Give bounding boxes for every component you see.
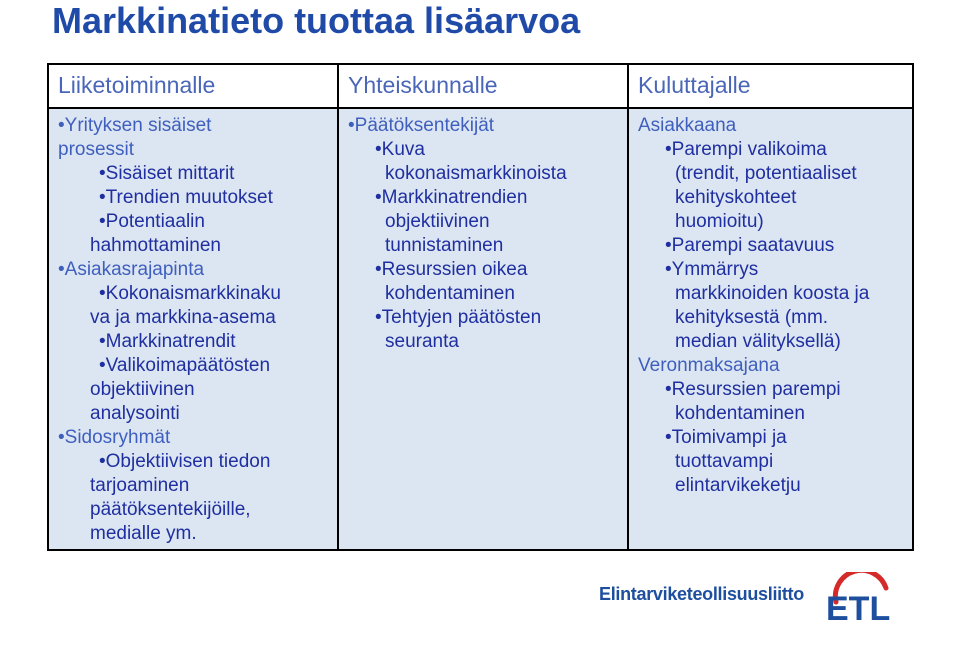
column-body-society (339, 109, 627, 549)
bullet-level2: •Kuva (375, 139, 425, 160)
bullet-level2: •Tehtyjen päätösten (375, 307, 542, 328)
column-body-consumer (629, 109, 912, 549)
bullet-level2: tarjoaminen (90, 475, 190, 496)
bullet-level2: •Objektiivisen tiedon (99, 451, 271, 472)
bullet-level2: •Parempi valikoima (665, 139, 827, 160)
bullet-level2: kohdentaminen (675, 403, 805, 424)
bullet-level2: analysointi (90, 403, 180, 424)
column-body-business (49, 109, 337, 549)
bullet-level2: •Valikoimapäätösten (99, 355, 271, 376)
header-divider (49, 107, 912, 109)
bullet-level2: hahmottaminen (90, 235, 221, 256)
bullet-level2: objektiivinen (90, 379, 195, 400)
column-header-society: Yhteiskunnalle (339, 65, 627, 107)
column-header-business: Liiketoiminnalle (49, 65, 337, 107)
bullet-level2: (trendit, potentiaaliset (675, 163, 857, 184)
bullet-level2: •Kokonaismarkkinaku (99, 283, 281, 304)
bullet-level1: •Yrityksen sisäiset (58, 115, 212, 136)
bullet-level2: •Ymmärrys (665, 259, 759, 280)
bullet-level2: •Markkinatrendit (99, 331, 236, 352)
bullet-level2: objektiivinen (385, 211, 490, 232)
bullet-level2: päätöksentekijöille, (90, 499, 251, 520)
bullet-level2: •Potentiaalin (99, 211, 205, 232)
bullet-level2: •Sisäiset mittarit (99, 163, 235, 184)
bullet-level1: •Asiakasrajapinta (58, 259, 205, 280)
column-divider-1 (337, 65, 339, 549)
bullet-level2: medialle ym. (90, 523, 197, 544)
bullet-level2: markkinoiden koosta ja (675, 283, 870, 304)
bullet-level2: tuottavampi (675, 451, 774, 472)
bullet-level2: huomioitu) (675, 211, 764, 232)
bullet-level2: seuranta (385, 331, 459, 352)
column-header-consumer: Kuluttajalle (629, 65, 912, 107)
etl-logo-text: ETL (826, 590, 891, 628)
bullet-level2: kohdentaminen (385, 283, 515, 304)
bullet-level1: •Päätöksentekijät (348, 115, 495, 136)
comparison-table (47, 63, 914, 551)
bullet-level2: kehityksestä (mm. (675, 307, 829, 328)
organization-name: Elintarviketeollisuusliitto (599, 584, 804, 604)
bullet-level2: va ja markkina-asema (90, 307, 276, 328)
bullet-level1: Asiakkaana (638, 115, 737, 136)
bullet-level2: kehityskohteet (675, 187, 797, 208)
bullet-level1: •Sidosryhmät (58, 427, 171, 448)
bullet-level2: •Resurssien oikea (375, 259, 528, 280)
bullet-level2: elintarvikeketju (675, 475, 801, 496)
bullet-level1: Veronmaksajana (638, 355, 780, 376)
bullet-level2: kokonaismarkkinoista (385, 163, 567, 184)
column-divider-2 (627, 65, 629, 549)
slide-title: Markkinatieto tuottaa lisäarvoa (52, 0, 581, 41)
bullet-level2: median välityksellä) (675, 331, 841, 352)
bullet-level2: •Trendien muutokset (99, 187, 273, 208)
bullet-level1: prosessit (58, 139, 135, 160)
bullet-level2: •Parempi saatavuus (665, 235, 835, 256)
bullet-level2: •Markkinatrendien (375, 187, 528, 208)
bullet-level2: •Toimivampi ja (665, 427, 787, 448)
bullet-level2: tunnistaminen (385, 235, 504, 256)
etl-logo (824, 572, 904, 628)
bullet-level2: •Resurssien parempi (665, 379, 841, 400)
